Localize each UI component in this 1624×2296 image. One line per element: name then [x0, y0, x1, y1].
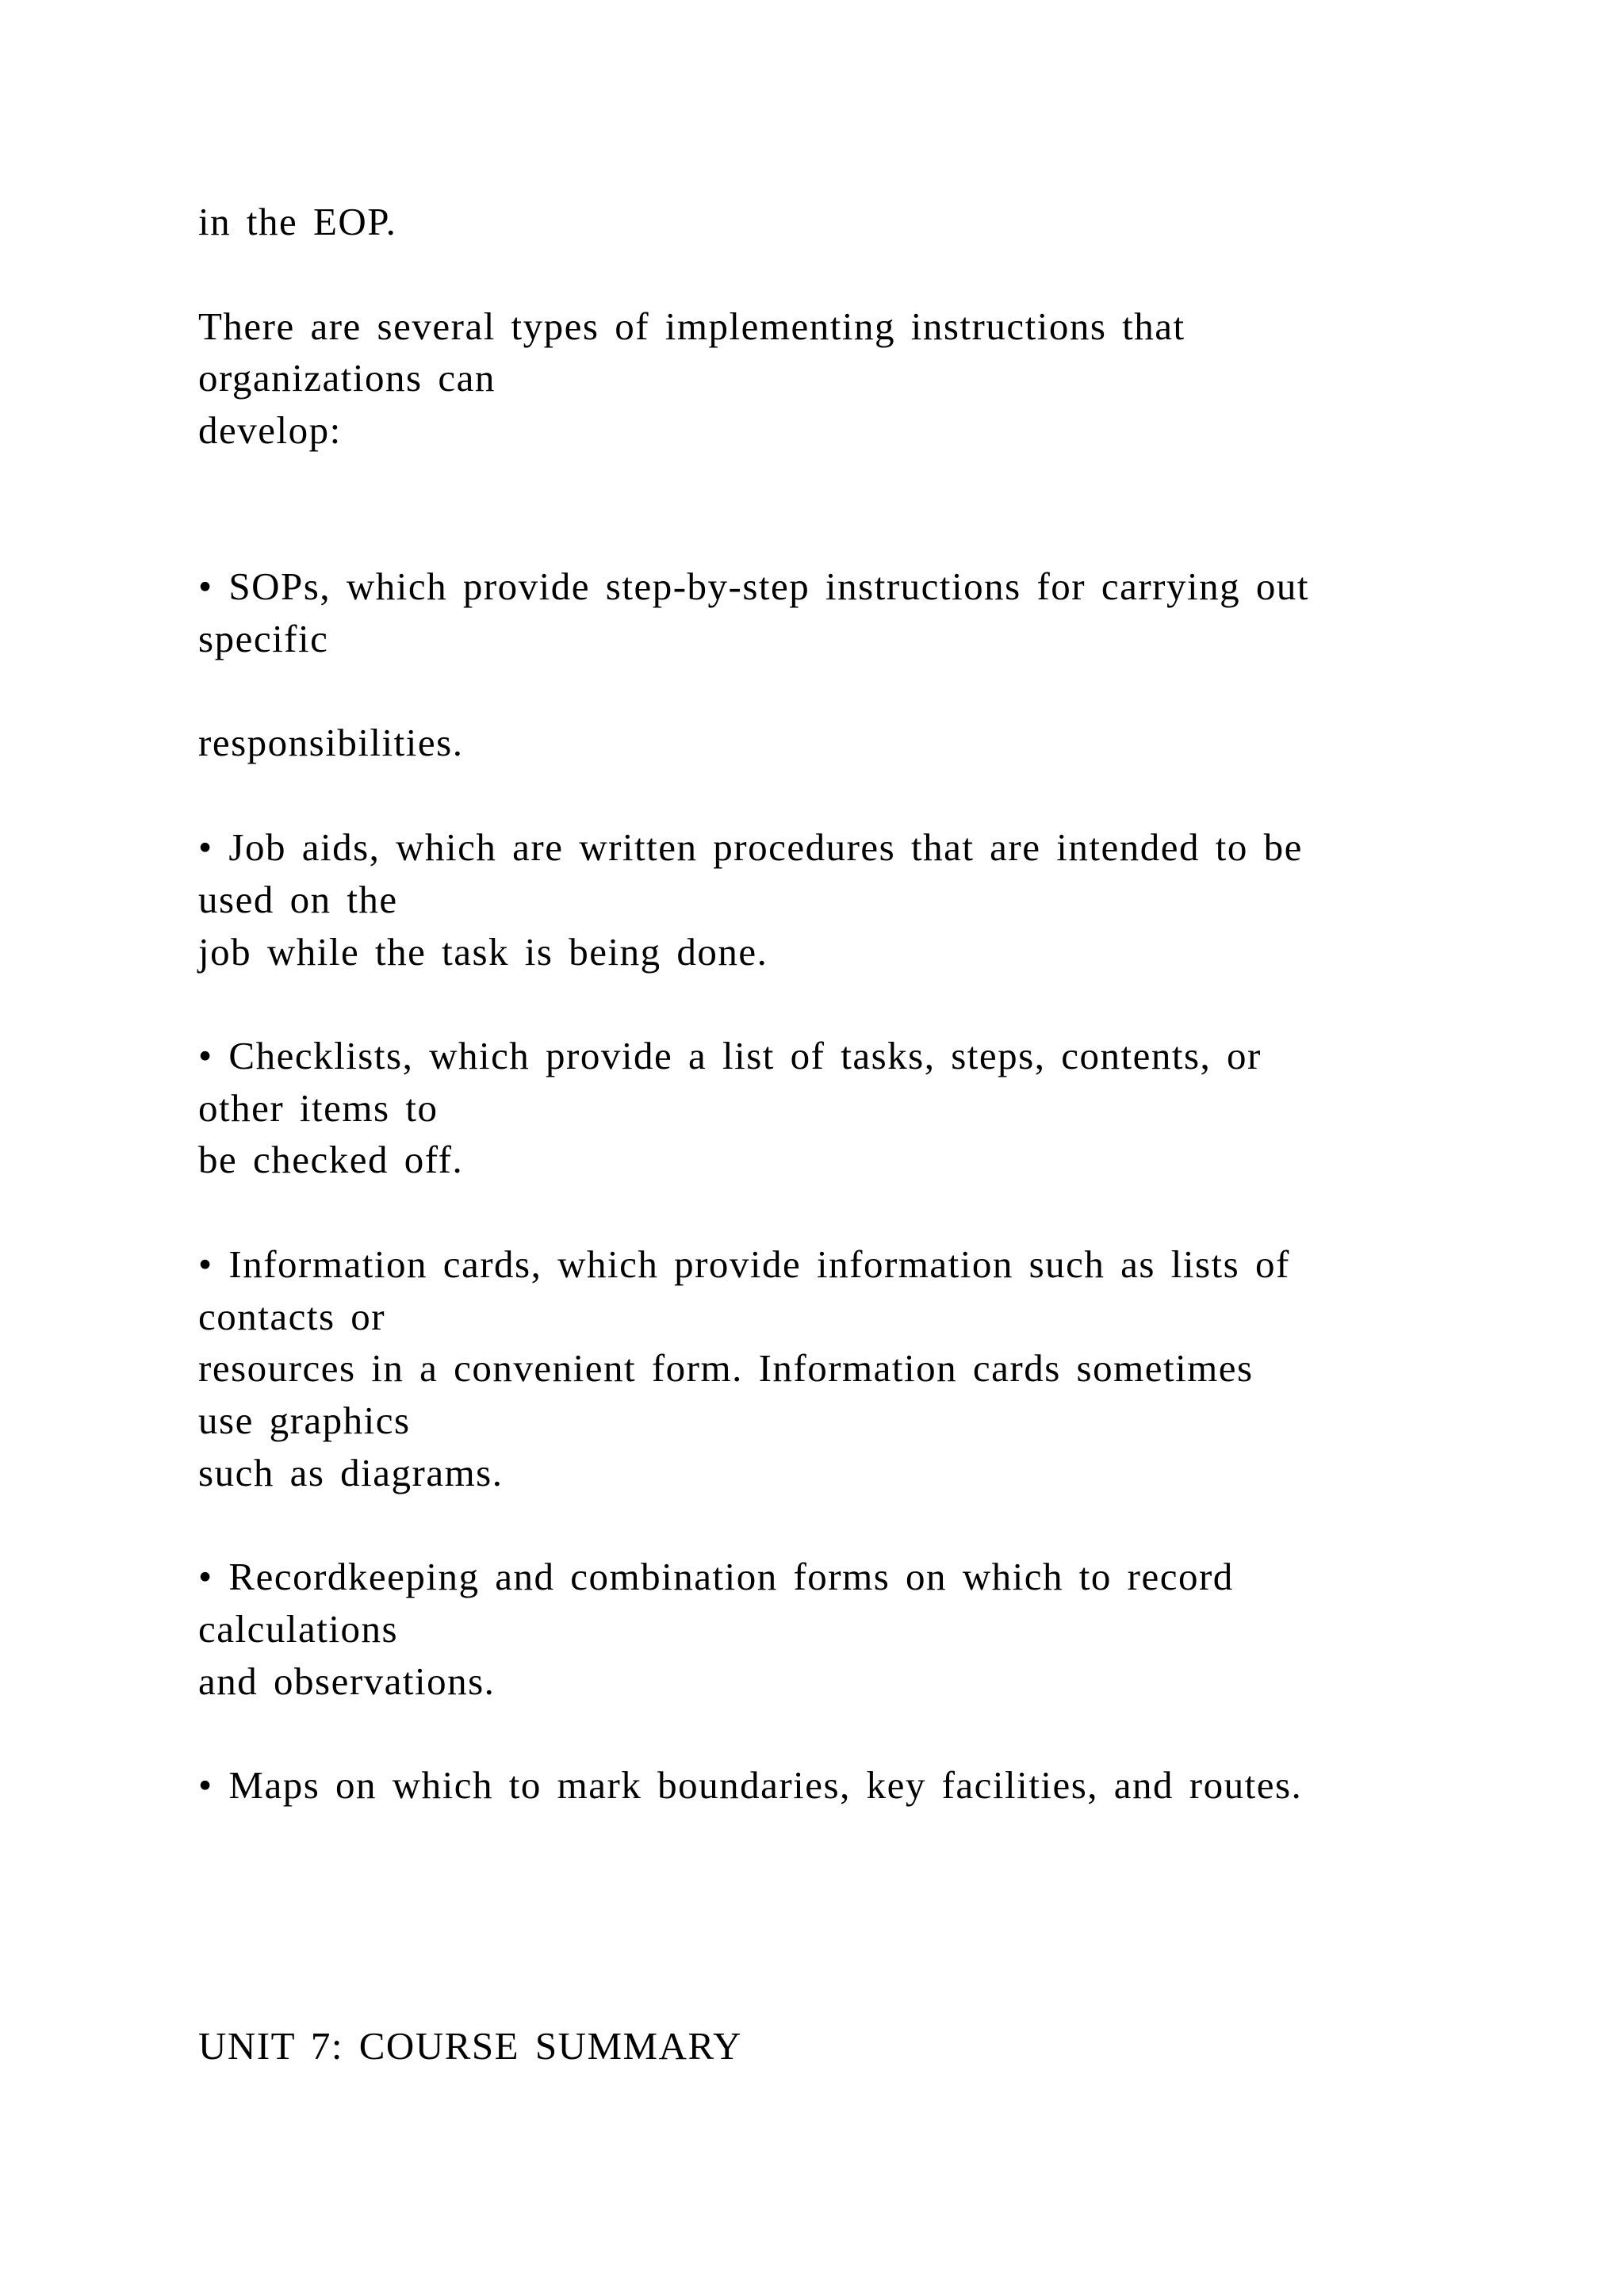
- list-item: • SOPs, which provide step-by-step instructions for carrying out: [198, 564, 1309, 608]
- text-line: There are several types of implementing instructions that: [198, 304, 1185, 348]
- text-line: organizations can: [198, 356, 496, 400]
- text-line: other items to: [198, 1086, 439, 1130]
- text-line: such as diagrams.: [198, 1451, 504, 1494]
- text-line: responsibilities.: [198, 721, 464, 764]
- text-line: job while the task is being done.: [198, 930, 768, 974]
- text-line: be checked off.: [198, 1138, 464, 1181]
- list-item: • Recordkeeping and combination forms on which to record: [198, 1555, 1234, 1598]
- text-line: develop:: [198, 408, 342, 452]
- text-line: use graphics: [198, 1399, 411, 1442]
- list-item: • Job aids, which are written procedures that are intended to be: [198, 825, 1303, 869]
- text-line: and observations.: [198, 1659, 496, 1703]
- text-line: calculations: [198, 1607, 399, 1651]
- section-heading: UNIT 7: COURSE SUMMARY: [198, 2024, 742, 2068]
- text-line: used on the: [198, 878, 398, 921]
- text-line: contacts or: [198, 1295, 386, 1338]
- list-item: • Information cards, which provide information such as lists of: [198, 1242, 1290, 1286]
- list-item: • Checklists, which provide a list of tasks, steps, contents, or: [198, 1034, 1262, 1077]
- list-item: • Maps on which to mark boundaries, key facilities, and routes.: [198, 1763, 1303, 1807]
- text-line: resources in a convenient form. Information cards sometimes: [198, 1346, 1254, 1390]
- text-line: in the EOP.: [198, 200, 397, 243]
- text-line: specific: [198, 617, 329, 660]
